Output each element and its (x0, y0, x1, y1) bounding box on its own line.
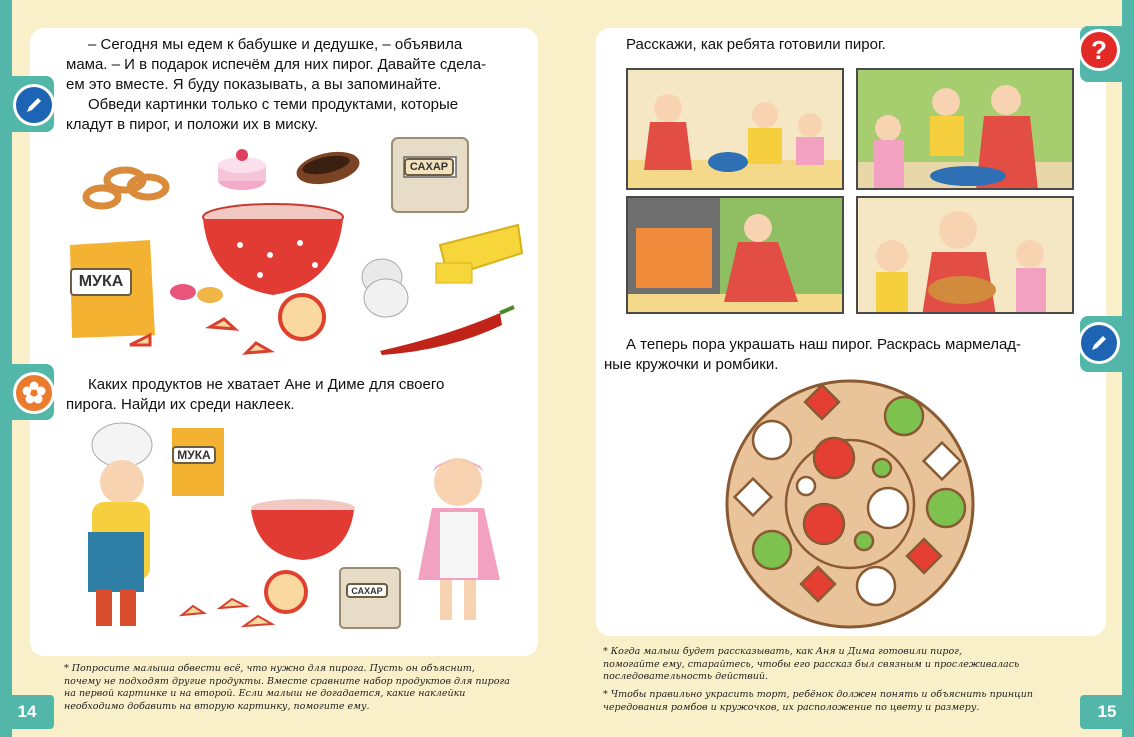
candies (170, 284, 223, 303)
bagels (86, 170, 166, 206)
butter (436, 225, 522, 283)
pencil-icon (1078, 322, 1120, 364)
inner-green-circle-1 (873, 459, 891, 477)
apple-and-slices-small (182, 572, 306, 626)
task-missing-products: Каких продуктов не хватает Ане и Диме для своего пирога. Найди их среди наклеек. (66, 376, 445, 413)
task-decorate-pie: А теперь пора украшать наш пирог. Раскрась мармелад- ные кружочки и ромбики. (604, 336, 1022, 373)
inner-white-circle-1 (797, 477, 815, 495)
left-parent-note: * Попросите малыша обвести всё, что нужно для пирога. Пусть он объяснит, почему не подходят другие продукты. Вместе сравните набор продуктов для пирога на первой картинке и на второй. Если малыш не догадается, какие наклейки необходимо добавить на вторую картинку, помогите ему. (64, 663, 510, 712)
story-paragraph: – Сегодня мы едем к бабушке и дедушке, – объявила мама. – И в подарок испечём для них пирог. Давайте сдела- ем это вместе. Я буду показывать, а вы запоминайте. (66, 36, 487, 93)
sugar-bag-label: САХАР (404, 158, 454, 176)
boy-chef (88, 423, 152, 626)
outer-white-circle-1 (753, 421, 791, 459)
inner-red-circle-1 (814, 438, 854, 478)
eclair (294, 147, 363, 190)
eggs (362, 259, 408, 317)
products-illustration (70, 135, 540, 360)
chili-pepper (380, 307, 514, 355)
flour-bag-small-label: МУКА (172, 446, 216, 464)
pencil-icon (13, 84, 55, 126)
pie-illustration (724, 378, 976, 630)
outer-green-circle-3 (753, 531, 791, 569)
girl-chef (418, 458, 500, 620)
story-panel-3 (626, 196, 844, 314)
flower-sticker-icon (13, 372, 55, 414)
bowl (203, 204, 343, 295)
story-panel-4 (856, 196, 1074, 314)
task-tell-story: Расскажи, как ребята готовили пирог. (626, 36, 886, 53)
outer-green-circle-2 (927, 489, 965, 527)
apple-slices (130, 295, 324, 353)
bowl-small (251, 499, 355, 560)
page-number-left: 14 (0, 695, 54, 729)
right-parent-note-2: * Чтобы правильно украсить торт, ребёнок должен понять и объяснить принцип чередования ромбов и кружочков, их расположение по цвету и размеру. (603, 689, 1034, 713)
inner-green-circle-2 (855, 532, 873, 550)
sugar-bag-small (340, 568, 400, 628)
sugar-bag-small-label: САХАР (346, 583, 388, 598)
inner-red-circle-2 (804, 504, 844, 544)
story-panel-1 (626, 68, 844, 190)
kids-chefs-illustration (60, 420, 530, 640)
page-number-right: 15 (1080, 695, 1134, 729)
cake (218, 149, 266, 190)
question-icon: ? (1078, 29, 1120, 71)
outer-white-circle-2 (857, 567, 895, 605)
outer-green-circle-1 (885, 397, 923, 435)
flour-bag-label: МУКА (70, 268, 132, 296)
inner-white-circle-2 (868, 488, 908, 528)
task-circle-products: Обведи картинки только с теми продуктами, которые кладут в пирог, и положи их в миску. (66, 96, 459, 133)
right-parent-note-1: * Когда малыш будет рассказывать, как Аня и Дима готовили пирог, помогайте ему, старайтесь, чтобы его рассказ был связным и прослеживалась последовательность действий. (603, 646, 1020, 682)
story-panel-2 (856, 68, 1074, 190)
